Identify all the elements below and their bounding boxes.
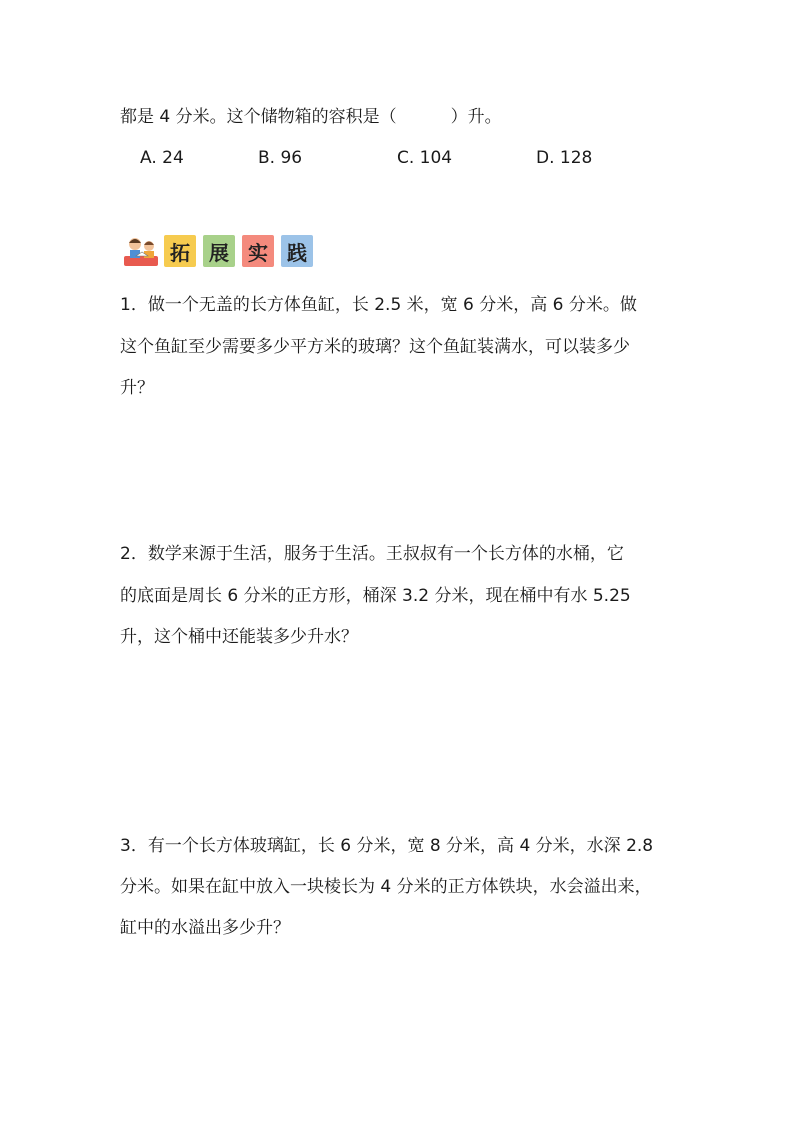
section-tile-1: 拓 xyxy=(164,235,196,267)
option-b: B. 96 xyxy=(258,148,303,168)
section-header-extension-practice xyxy=(122,234,320,268)
problem-1-line-3: 升？ xyxy=(120,378,154,398)
problem-2-line-2: 的底面是周长 6 分米的正方形，桶深 3.2 分米，现在桶中有水 5.25 xyxy=(120,586,631,606)
problem-1-line-1: 1．做一个无盖的长方体鱼缸，长 2.5 米，宽 6 分米，高 6 分米。做 xyxy=(120,295,637,315)
option-a: A. 24 xyxy=(140,148,184,168)
option-c: C. 104 xyxy=(397,148,453,168)
section-tile-4: 践 xyxy=(281,235,313,267)
problem-1-line-2: 这个鱼缸至少需要多少平方米的玻璃？这个鱼缸装满水，可以装多少 xyxy=(120,337,630,357)
problem-2-line-3: 升，这个桶中还能装多少升水？ xyxy=(120,627,358,647)
problem-3-line-1: 3．有一个长方体玻璃缸，长 6 分米，宽 8 分米，高 4 分米，水深 2.8 xyxy=(120,836,654,856)
reading-children-icon xyxy=(122,234,160,268)
section-tile-3: 实 xyxy=(242,235,274,267)
option-d: D. 128 xyxy=(536,148,593,168)
section-tile-2: 展 xyxy=(203,235,235,267)
problem-3-line-3: 缸中的水溢出多少升？ xyxy=(120,918,290,938)
problem-3-line-2: 分米。如果在缸中放入一块棱长为 4 分米的正方体铁块，水会溢出来， xyxy=(120,877,652,897)
problem-2-line-1: 2．数学来源于生活，服务于生活。王叔叔有一个长方体的水桶，它 xyxy=(120,544,624,564)
question-stem: 都是 4 分米。这个储物箱的容积是（ ）升。 xyxy=(120,107,502,127)
